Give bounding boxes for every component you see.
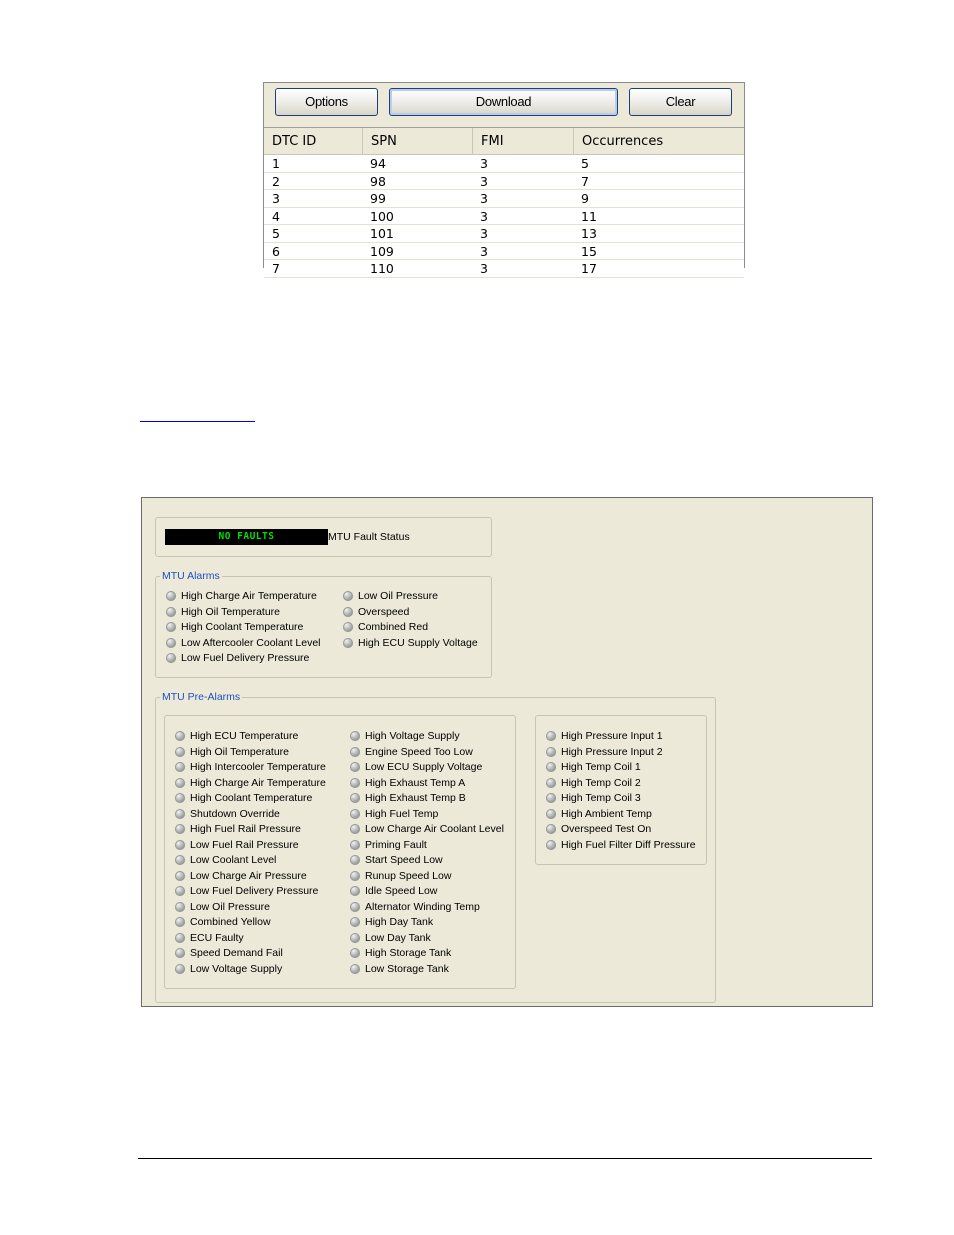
indicator-label: High Storage Tank: [365, 947, 452, 959]
occurrences-cell: 11: [581, 208, 597, 224]
indicator-label: Low ECU Supply Voltage: [365, 761, 483, 773]
indicator-led-icon: [343, 638, 353, 648]
table-row[interactable]: [264, 225, 744, 243]
indicator-label: Low Storage Tank: [365, 962, 449, 975]
column-header-dtc-id[interactable]: DTC ID: [272, 134, 317, 149]
indicator-led-icon: [175, 917, 185, 927]
indicator-led-icon: [350, 793, 360, 803]
indicator-led-icon: [175, 886, 185, 896]
indicator-label: High Pressure Input 1: [561, 730, 663, 742]
column-header-spn[interactable]: SPN: [362, 128, 472, 154]
indicator-label: Low Oil Pressure: [358, 590, 438, 602]
mtu-prealarms-title: MTU Pre-Alarms: [162, 691, 241, 703]
indicator-label: Low Charge Air Coolant Level: [365, 823, 504, 835]
indicator-label: Combined Yellow: [190, 916, 271, 928]
indicator-label: High Temp Coil 3: [561, 792, 641, 804]
indicator-label: Priming Fault: [365, 838, 427, 851]
indicator-led-icon: [175, 855, 185, 865]
indicator-led-icon: [175, 902, 185, 912]
dtc-id-cell: 5: [272, 226, 280, 241]
indicator-label: High Coolant Temperature: [181, 621, 304, 633]
mtu-alarms-title: MTU Alarms: [162, 570, 220, 582]
indicator-label: High Voltage Supply: [365, 730, 460, 742]
spn-cell: 100: [370, 208, 394, 224]
indicator-led-icon: [350, 871, 360, 881]
indicator-label: High Temp Coil 1: [561, 761, 641, 773]
indicator-label: High Pressure Input 2: [561, 745, 663, 758]
indicator-led-icon: [546, 778, 556, 788]
indicator-led-icon: [175, 731, 185, 741]
indicator-led-icon: [166, 591, 176, 601]
indicator-label: Alternator Winding Temp: [365, 900, 480, 913]
indicator-led-icon: [175, 933, 185, 943]
indicator-label: Low Oil Pressure: [190, 900, 270, 913]
dtc-id-cell: 2: [272, 173, 280, 189]
clear-button[interactable]: Clear: [629, 88, 732, 116]
indicator-label: Low Fuel Delivery Pressure: [181, 652, 310, 664]
table-row[interactable]: [264, 173, 744, 191]
indicator-label: High Exhaust Temp A: [365, 776, 466, 789]
fmi-cell: 3: [480, 261, 488, 276]
indicator-led-icon: [350, 964, 360, 974]
page-footer-rule: [138, 1158, 872, 1159]
indicator-label: Engine Speed Too Low: [365, 745, 473, 758]
indicator-label: Overspeed Test On: [561, 823, 652, 835]
fault-status-label: MTU Fault Status: [328, 531, 410, 543]
indicator-led-icon: [546, 793, 556, 803]
indicator-led-icon: [350, 886, 360, 896]
indicator-led-icon: [546, 809, 556, 819]
indicator-led-icon: [343, 607, 353, 617]
indicator-label: Low Charge Air Pressure: [190, 869, 307, 882]
table-row[interactable]: [264, 243, 744, 261]
indicator-led-icon: [546, 824, 556, 834]
fault-status-display: NO FAULTS: [165, 529, 328, 545]
fmi-cell: 3: [480, 156, 488, 171]
dtc-table-body: [264, 155, 744, 278]
spn-cell: 101: [370, 226, 394, 241]
indicator-led-icon: [175, 948, 185, 958]
indicator-led-icon: [166, 607, 176, 617]
indicator-label: Runup Speed Low: [365, 869, 452, 882]
indicator-label: Low Aftercooler Coolant Level: [181, 636, 321, 649]
spn-cell: 99: [370, 191, 386, 206]
indicator-label: Speed Demand Fail: [190, 947, 283, 959]
indicator-led-icon: [175, 762, 185, 772]
download-button[interactable]: Download: [389, 88, 618, 116]
indicator-led-icon: [350, 824, 360, 834]
spn-cell: 94: [370, 156, 386, 171]
fmi-cell: 3: [480, 191, 488, 206]
dtc-id-cell: 7: [272, 261, 280, 276]
indicator-label: High ECU Temperature: [190, 730, 299, 742]
indicator-led-icon: [175, 809, 185, 819]
indicator-label: High Exhaust Temp B: [365, 792, 466, 804]
indicator-led-icon: [343, 622, 353, 632]
indicator-led-icon: [350, 855, 360, 865]
indicator-led-icon: [546, 840, 556, 850]
indicator-label: High Ambient Temp: [561, 807, 652, 820]
indicator-label: High Charge Air Temperature: [190, 776, 326, 789]
hyperlink-underline[interactable]: [140, 421, 255, 422]
dtc-id-cell: 6: [272, 243, 280, 259]
indicator-label: High Intercooler Temperature: [190, 761, 326, 773]
indicator-led-icon: [175, 871, 185, 881]
indicator-label: High Temp Coil 2: [561, 776, 641, 789]
indicator-led-icon: [166, 653, 176, 663]
indicator-label: Low Coolant Level: [190, 854, 277, 866]
indicator-label: ECU Faulty: [190, 931, 244, 944]
indicator-label: High Fuel Filter Diff Pressure: [561, 838, 696, 851]
indicator-led-icon: [350, 917, 360, 927]
indicator-led-icon: [546, 731, 556, 741]
table-row[interactable]: [264, 208, 744, 226]
indicator-label: High Oil Temperature: [181, 605, 281, 618]
indicator-label: High Fuel Rail Pressure: [190, 823, 301, 835]
indicator-label: Low Day Tank: [365, 931, 431, 944]
occurrences-cell: 9: [581, 191, 589, 206]
indicator-led-icon: [350, 902, 360, 912]
dtc-id-cell: 1: [272, 156, 280, 171]
fmi-cell: 3: [480, 226, 488, 241]
indicator-led-icon: [175, 964, 185, 974]
dtc-table: [264, 127, 744, 276]
column-header-occurrences[interactable]: Occurrences: [573, 128, 744, 154]
indicator-led-icon: [343, 591, 353, 601]
indicator-led-icon: [350, 747, 360, 757]
indicator-led-icon: [175, 793, 185, 803]
column-header-fmi[interactable]: FMI: [472, 128, 573, 154]
indicator-label: Low Fuel Rail Pressure: [190, 838, 299, 851]
indicator-label: Low Fuel Delivery Pressure: [190, 885, 319, 897]
fmi-cell: 3: [480, 208, 488, 224]
indicator-label: Combined Red: [358, 621, 429, 633]
indicator-led-icon: [350, 840, 360, 850]
indicator-led-icon: [546, 747, 556, 757]
indicator-label: High Charge Air Temperature: [181, 590, 317, 602]
indicator-label: Idle Speed Low: [365, 885, 438, 897]
indicator-led-icon: [175, 778, 185, 788]
mtu-status-panel: [141, 497, 873, 1007]
occurrences-cell: 13: [581, 226, 597, 241]
occurrences-cell: 15: [581, 243, 597, 259]
indicator-led-icon: [166, 622, 176, 632]
indicator-led-icon: [350, 778, 360, 788]
indicator-led-icon: [350, 762, 360, 772]
dtc-id-cell: 4: [272, 208, 280, 224]
table-row[interactable]: [264, 155, 744, 173]
occurrences-cell: 17: [581, 261, 597, 276]
fault-status-frame: [155, 517, 492, 557]
table-row[interactable]: [264, 190, 744, 208]
indicator-label: High Fuel Temp: [365, 807, 439, 820]
indicator-label: High Oil Temperature: [190, 745, 290, 758]
indicator-led-icon: [350, 809, 360, 819]
indicator-label: High Coolant Temperature: [190, 792, 313, 804]
indicator-label: High Day Tank: [365, 916, 434, 928]
indicator-led-icon: [175, 824, 185, 834]
indicator-label: Start Speed Low: [365, 854, 443, 866]
spn-cell: 109: [370, 243, 394, 259]
indicator-led-icon: [350, 731, 360, 741]
indicator-label: Overspeed: [358, 605, 410, 618]
indicator-led-icon: [175, 747, 185, 757]
dtc-id-cell: 3: [272, 191, 280, 206]
indicator-led-icon: [175, 840, 185, 850]
indicator-label: High ECU Supply Voltage: [358, 636, 478, 649]
indicator-label: Shutdown Override: [190, 807, 280, 820]
table-row[interactable]: [264, 260, 744, 278]
indicator-led-icon: [350, 933, 360, 943]
indicator-led-icon: [546, 762, 556, 772]
dtc-panel: [263, 82, 745, 276]
dtc-table-header: [264, 128, 744, 155]
occurrences-cell: 5: [581, 156, 589, 171]
indicator-led-icon: [350, 948, 360, 958]
indicator-label: Low Voltage Supply: [190, 962, 283, 975]
fmi-cell: 3: [480, 243, 488, 259]
fmi-cell: 3: [480, 173, 488, 189]
spn-cell: 110: [370, 261, 394, 276]
options-button[interactable]: Options: [275, 88, 378, 116]
indicator-led-icon: [166, 638, 176, 648]
occurrences-cell: 7: [581, 173, 589, 189]
spn-cell: 98: [370, 173, 386, 189]
